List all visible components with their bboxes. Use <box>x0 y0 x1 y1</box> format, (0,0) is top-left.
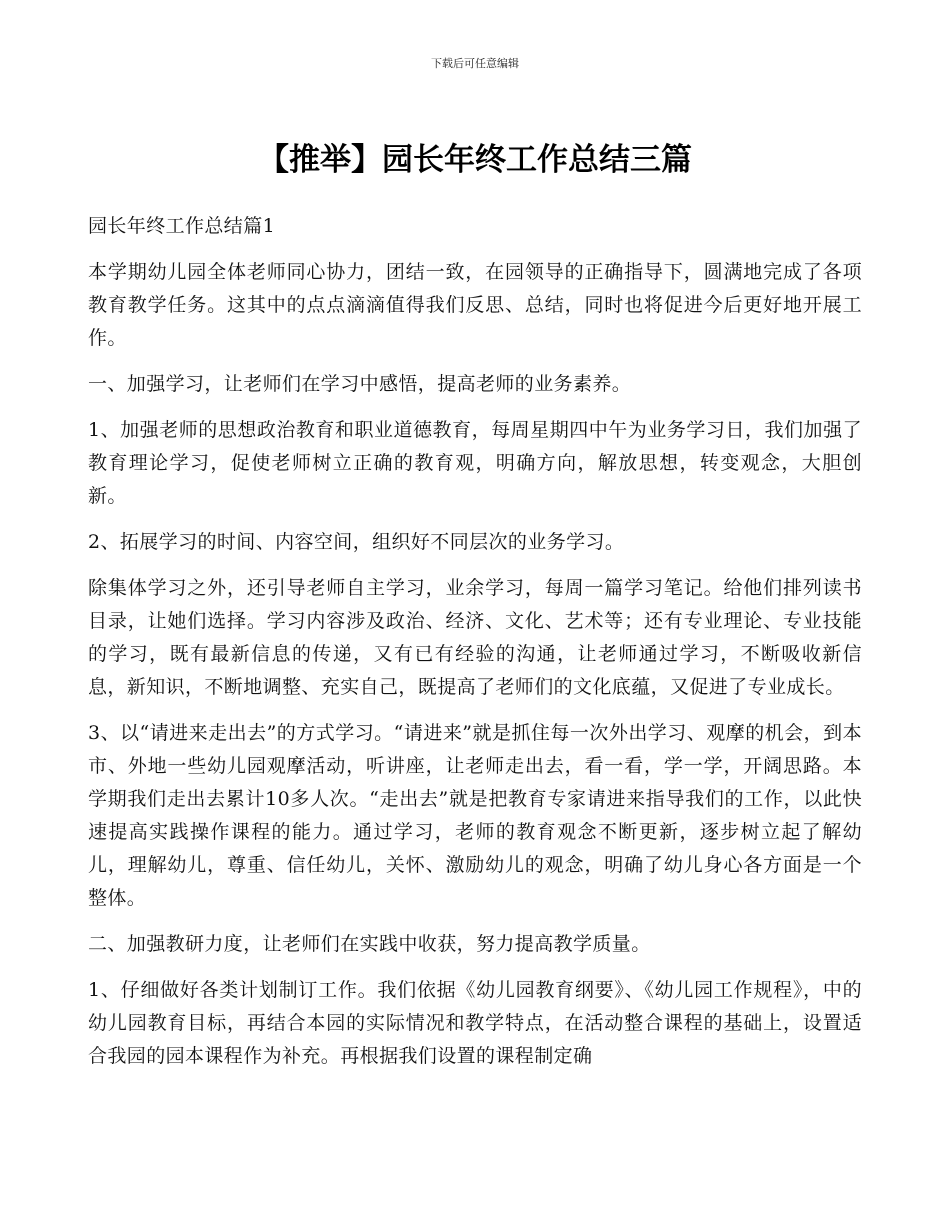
paragraph-item-1: 1、加强老师的思想政治教育和职业道德教育，每周星期四中午为业务学习日，我们加强了教育理论学习，促使老师树立正确的教育观，明确方向，解放思想，转变观念，大胆创新。 <box>88 419 862 507</box>
document-body <box>88 210 862 1086</box>
paragraph-heading-1: 一、加强学习，让老师们在学习中感悟，提高老师的业务素养。 <box>88 373 632 395</box>
document-title: 【推举】园长年终工作总结三篇 <box>258 142 692 178</box>
paragraph-item-2: 2、拓展学习的时间、内容空间，组织好不同层次的业务学习。 <box>88 531 625 553</box>
page-header: 下载后可任意编辑 <box>431 57 519 70</box>
paragraph-heading-2: 二、加强教研力度，让老师们在实践中收获，努力提高教学质量。 <box>88 933 651 955</box>
paragraph-item-4: 1、仔细做好各类计划制订工作。我们依据《幼儿园教育纲要》、《幼儿园工作规程》，中的幼儿园教育目标，再结合本园的实际情况和教学特点，在活动整合课程的基础上，设置适合我园的园本课程作为补充。再根据我们设置的课程制定确 <box>88 979 862 1067</box>
paragraph-body-1: 除集体学习之外，还引导老师自主学习，业余学习，每周一篇学习笔记。给他们排列读书目录，让她们选择。学习内容涉及政治、经济、文化、艺术等；还有专业理论、专业技能的学习，既有最新信息的传递，又有已有经验的沟通，让老师通过学习，不断吸收新信息，新知识，不断地调整、充实自己，既提高了老师们的文化底蕴，又促进了专业成长。 <box>88 577 862 698</box>
section-heading: 园长年终工作总结篇1 <box>88 215 276 237</box>
paragraph-item-3: 3、以“请进来走出去”的方式学习。“请进来”就是抓住每一次外出学习、观摩的机会，到本市、外地一些幼儿园观摩活动，听讲座，让老师走出去，看一看，学一学，开阔思路。本学期我们走出去累计10多人次。“走出去”就是把教育专家请进来指导我们的工作，以此快速提高实践操作课程的能力。通过学习，老师的教育观念不断更新，逐步树立起了解幼儿，理解幼儿，尊重、信任幼儿，关怀、激励幼儿的观念，明确了幼儿身心各方面是一个整体。 <box>88 722 862 909</box>
paragraph-intro: 本学期幼儿园全体老师同心协力，团结一致，在园领导的正确指导下，圆满地完成了各项教育教学任务。这其中的点点滴滴值得我们反思、总结，同时也将促进今后更好地开展工作。 <box>88 261 862 349</box>
